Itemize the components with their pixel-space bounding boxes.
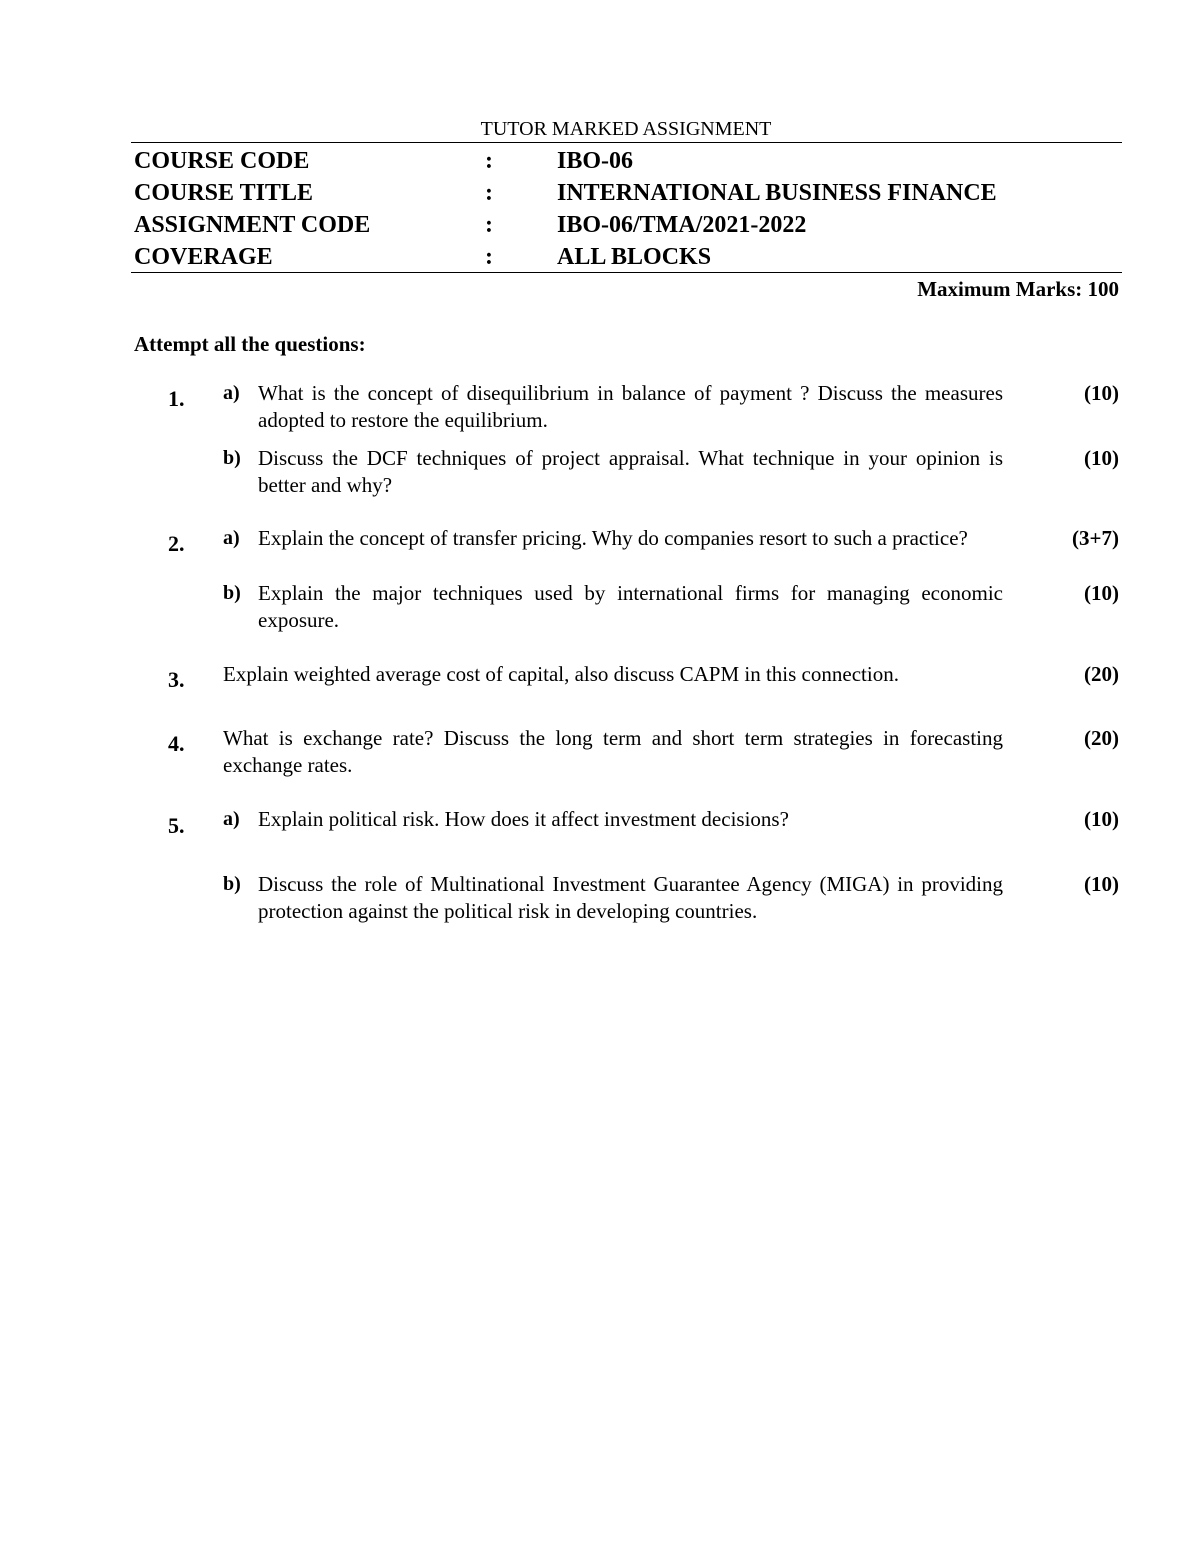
question-text: What is exchange rate? Discuss the long term and short term strategies in forecasting exchange rates.	[223, 726, 1003, 777]
question-text: Discuss the role of Multinational Investment Guarantee Agency (MIGA) in providing protection against the political risk in developing countries.	[258, 872, 1003, 923]
question-marks: (20)	[1084, 726, 1119, 750]
subquestion-letter: b)	[223, 873, 241, 895]
question-marks: (10)	[1084, 807, 1119, 831]
meta-colon: :	[485, 148, 493, 174]
subquestion-letter: b)	[223, 582, 241, 604]
question-marks: (10)	[1084, 872, 1119, 896]
question-text: Explain political risk. How does it affect investment decisions?	[258, 807, 789, 831]
question-number: 3.	[168, 667, 185, 692]
meta-label: ASSIGNMENT CODE	[134, 212, 371, 238]
meta-label: COURSE TITLE	[134, 180, 313, 206]
question-marks: (3+7)	[1072, 526, 1119, 550]
meta-row-course-title	[134, 177, 1122, 209]
question-number: 5.	[168, 813, 185, 838]
meta-label: COVERAGE	[134, 244, 273, 270]
meta-row-assignment-code	[134, 209, 1122, 241]
meta-colon: :	[485, 244, 493, 270]
meta-colon: :	[485, 212, 493, 238]
question-text: Explain the concept of transfer pricing. Why do companies resort to such a practice?	[258, 526, 968, 550]
question-marks: (10)	[1084, 381, 1119, 405]
question-text: Discuss the DCF techniques of project appraisal. What technique in your opinion is better and why?	[258, 446, 1003, 497]
meta-value: ALL BLOCKS	[557, 244, 712, 270]
question-text: Explain weighted average cost of capital, also discuss CAPM in this connection.	[223, 662, 899, 686]
meta-colon: :	[485, 180, 493, 206]
maximum-marks: Maximum Marks: 100	[917, 277, 1119, 301]
question-marks: (10)	[1084, 446, 1119, 470]
question-text: What is the concept of disequilibrium in balance of payment ? Discuss the measures adopted to restore the equilibrium.	[258, 381, 1003, 432]
question-number: 1.	[168, 386, 185, 411]
top-rule	[131, 142, 1122, 143]
question-number: 2.	[168, 531, 185, 556]
meta-value: INTERNATIONAL BUSINESS FINANCE	[557, 180, 997, 206]
bottom-rule	[131, 272, 1122, 273]
subquestion-letter: a)	[223, 382, 240, 404]
document-title: TUTOR MARKED ASSIGNMENT	[480, 118, 772, 140]
question-marks: (10)	[1084, 581, 1119, 605]
question-text: Explain the major techniques used by international firms for managing economic exposure.	[258, 581, 1003, 632]
instruction-text: Attempt all the questions:	[134, 332, 366, 356]
meta-label: COURSE CODE	[134, 148, 310, 174]
meta-row-coverage	[134, 241, 1122, 273]
meta-value: IBO-06	[557, 148, 634, 174]
question-number: 4.	[168, 731, 185, 756]
meta-row-course-code	[134, 145, 1122, 177]
question-marks: (20)	[1084, 662, 1119, 686]
meta-value: IBO-06/TMA/2021-2022	[557, 212, 807, 238]
subquestion-letter: a)	[223, 808, 240, 830]
subquestion-letter: a)	[223, 527, 240, 549]
subquestion-letter: b)	[223, 447, 241, 469]
